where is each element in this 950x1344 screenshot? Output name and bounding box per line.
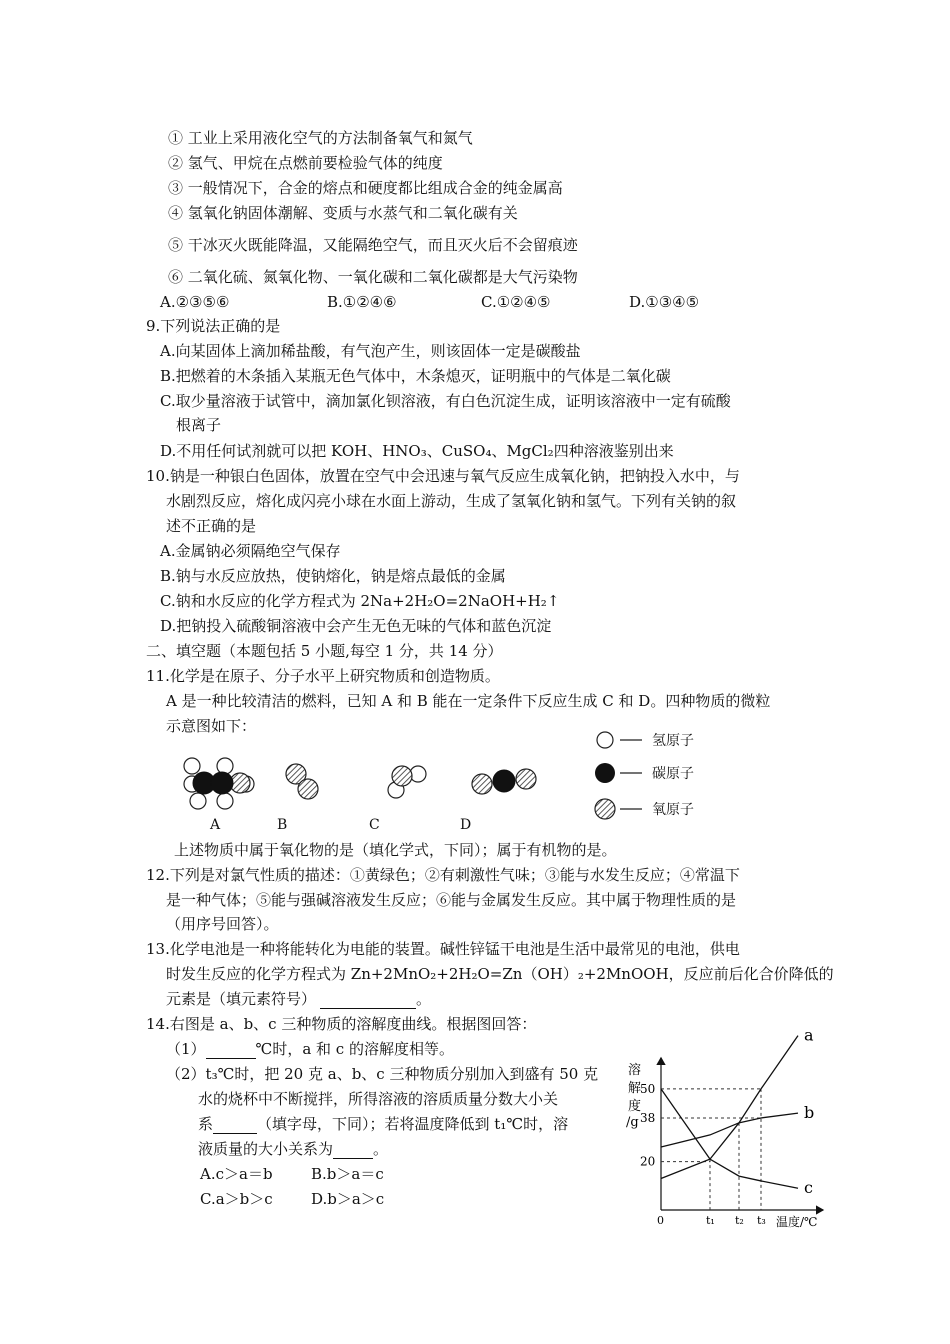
molecule-b xyxy=(286,764,318,799)
y-axis-label-char: 溶 xyxy=(628,1063,642,1078)
legend-oxygen-label: 氧原子 xyxy=(652,802,694,818)
q13-line2: 时发生反应的化学方程式为 Zn+2MnO₂+2H₂O=Zn（OH）₂+2MnOOH，反应前后化合价降低的 xyxy=(166,965,834,983)
molecule-c xyxy=(388,766,426,798)
series-label-c: c xyxy=(804,1178,813,1198)
q10-option-a: A.金属钠必须隔绝空气保存 xyxy=(160,542,341,560)
q10-stem-line1: 10.钠是一种银白色固体，放置在空气中会迅速与氧气反应生成氧化钠，把钠投入水中，与 xyxy=(146,467,740,485)
legend-carbon-label: 碳原子 xyxy=(652,766,694,782)
q11-stem-line3: 示意图如下： xyxy=(166,717,257,735)
molecule-label-d: D xyxy=(460,817,472,833)
q10-stem-line3: 述不正确的是 xyxy=(166,517,257,535)
q14-part2-line2: 水的烧杯中不断搅拌，所得溶液的溶质质量分数大小关 xyxy=(198,1090,559,1108)
q14-option-b: B.b＞a＝c xyxy=(311,1165,384,1183)
series-line-c xyxy=(661,1089,798,1188)
chart-axes xyxy=(661,1058,823,1210)
q9-option-d: D.不用任何试剂就可以把 KOH、HNO₃、CuSO₄、MgCl₂四种溶液鉴别出来 xyxy=(160,442,674,460)
y-axis-label-char: 度 xyxy=(628,1099,642,1114)
molecule-label-c: C xyxy=(369,817,380,833)
molecule-legend xyxy=(595,732,642,819)
q8-option-b: B.①②④⑥ xyxy=(327,293,397,311)
q13-line3-end: 。 xyxy=(416,990,432,1008)
y-axis-label-unit: /g xyxy=(626,1115,639,1130)
q10-option-b: B.钠与水反应放热，使钠熔化，钠是熔点最低的金属 xyxy=(160,567,506,585)
x-tick-label: 0 xyxy=(657,1214,664,1227)
q9-option-a: A.向某固体上滴加稀盐酸，有气泡产生，则该固体一定是碳酸盐 xyxy=(160,342,581,360)
q8-statement-5: ⑤ 干冰灭火既能降温，又能隔绝空气，而且灭火后不会留痕迹 xyxy=(168,236,578,254)
q12-line2: 是一种气体；⑤能与强碱溶液发生反应；⑥能与金属发生反应。其中属于物理性质的是 xyxy=(166,891,737,909)
q14-part2-line1: （2）t₃℃时，把 20 克 a、b、c 三种物质分别加入到盛有 50 克 xyxy=(166,1065,599,1083)
q10-option-d: D.把钠投入硫酸铜溶液中会产生无色无味的气体和蓝色沉淀 xyxy=(160,617,552,635)
q8-option-a: A.②③⑤⑥ xyxy=(160,293,230,311)
q8-option-c: C.①②④⑤ xyxy=(481,293,551,311)
q14-option-d: D.b＞a＞c xyxy=(311,1190,385,1208)
q8-option-d: D.①③④⑤ xyxy=(629,293,700,311)
y-tick-label: 38 xyxy=(640,1110,656,1125)
q11-stem-line2: A 是一种比较清洁的燃料，已知 A 和 B 能在一定条件下反应生成 C 和 D。四种物质的微粒 xyxy=(166,692,771,710)
y-tick-label: 20 xyxy=(640,1154,656,1169)
q14-part2-line4-b: 。 xyxy=(373,1140,389,1158)
section-2-heading: 二、填空题（本题包括 5 小题,每空 1 分，共 14 分） xyxy=(146,642,503,660)
q13-line3-text: 元素是（填元素符号） xyxy=(166,990,317,1008)
q14-part1-prefix: （1） xyxy=(166,1040,206,1058)
q10-stem-line2: 水剧烈反应，熔化成闪亮小球在水面上游动，生成了氢氧化钠和氢气。下列有关钠的叙 xyxy=(166,492,737,510)
q14-option-a: A.c＞a＝b xyxy=(200,1165,273,1183)
q8-statement-2: ② 氢气、甲烷在点燃前要检验气体的纯度 xyxy=(168,154,443,172)
molecule-label-b: B xyxy=(277,817,288,833)
x-tick-label: t₁ xyxy=(706,1214,715,1227)
q12-line3: （用序号回答）。 xyxy=(166,915,279,933)
series-label-b: b xyxy=(804,1103,815,1123)
x-tick-label: t₃ xyxy=(757,1214,766,1227)
q14-part2-line3-b: （填字母，下同）；若将温度降低到 t₁℃时，溶 xyxy=(257,1115,569,1133)
q10-option-c: C.钠和水反应的化学方程式为 2Na+2H₂O=2NaOH+H₂↑ xyxy=(160,592,560,610)
q11-stem-line1: 11.化学是在原子、分子水平上研究物质和创造物质。 xyxy=(146,667,500,685)
chart-labels xyxy=(626,1026,817,1229)
q14-part1-blank[interactable] xyxy=(206,1040,256,1059)
chart-guides xyxy=(661,1089,761,1210)
legend-hydrogen-label: 氢原子 xyxy=(652,733,694,749)
q14-part2-line3-a: 系 xyxy=(198,1115,214,1133)
q13-line1: 13.化学电池是一种将能转化为电能的装置。碱性锌锰干电池是生活中最常见的电池，供电 xyxy=(146,940,740,958)
molecule-a xyxy=(184,758,254,809)
series-label-a: a xyxy=(804,1025,814,1045)
molecule-diagram xyxy=(170,728,730,840)
y-tick-label: 50 xyxy=(640,1081,656,1096)
q14-part1 xyxy=(166,1039,454,1059)
q14-part2-line3 xyxy=(198,1114,568,1134)
series-line-a xyxy=(661,1036,798,1179)
q8-statement-1: ① 工业上采用液化空气的方法制备氧气和氮气 xyxy=(168,129,473,147)
q14-part2-blank-2[interactable] xyxy=(333,1140,373,1159)
q8-statement-4: ④ 氢氧化钠固体潮解、变质与水蒸气和二氧化碳有关 xyxy=(168,204,518,222)
x-axis-label: 温度/℃ xyxy=(776,1215,818,1229)
solubility-chart xyxy=(618,1025,833,1230)
q14-part2-line4-a: 液质量的大小关系为 xyxy=(198,1140,334,1158)
q9-option-c: C.取少量溶液于试管中，滴加氯化钡溶液，有白色沉淀生成，证明该溶液中一定有硫酸 xyxy=(160,392,731,410)
q13-line3 xyxy=(166,989,431,1009)
q14-part2-blank-1[interactable] xyxy=(213,1115,257,1134)
q14-part1-text: ℃时，a 和 c 的溶解度相等。 xyxy=(255,1040,454,1058)
q9-option-b: B.把燃着的木条插入某瓶无色气体中，木条熄灭，证明瓶中的气体是二氧化碳 xyxy=(160,367,671,385)
q11-question: 上述物质中属于氧化物的是（填化学式，下同）；属于有机物的是。 xyxy=(174,841,617,859)
molecule-label-a: A xyxy=(210,817,221,833)
x-tick-label: t₂ xyxy=(735,1214,744,1227)
q8-statement-3: ③ 一般情况下，合金的熔点和硬度都比组成合金的纯金属高 xyxy=(168,179,563,197)
q13-answer-blank[interactable] xyxy=(320,990,416,1009)
q8-statement-6: ⑥ 二氧化硫、氮氧化物、一氧化碳和二氧化碳都是大气污染物 xyxy=(168,268,578,286)
molecule-d xyxy=(472,769,536,794)
q14-stem: 14.右图是 a、b、c 三种物质的溶解度曲线。根据图回答： xyxy=(146,1015,537,1033)
q14-part2-line4 xyxy=(198,1139,388,1159)
y-axis-label-char: 解 xyxy=(628,1081,642,1096)
chart-series xyxy=(661,1036,798,1189)
q9-stem: 9.下列说法正确的是 xyxy=(146,317,281,335)
q14-option-c: C.a＞b＞c xyxy=(200,1190,273,1208)
q9-option-c-cont: 根离子 xyxy=(176,416,222,434)
q12-line1: 12.下列是对氯气性质的描述：①黄绿色；②有刺激性气味；③能与水发生反应；④常温下 xyxy=(146,866,740,884)
